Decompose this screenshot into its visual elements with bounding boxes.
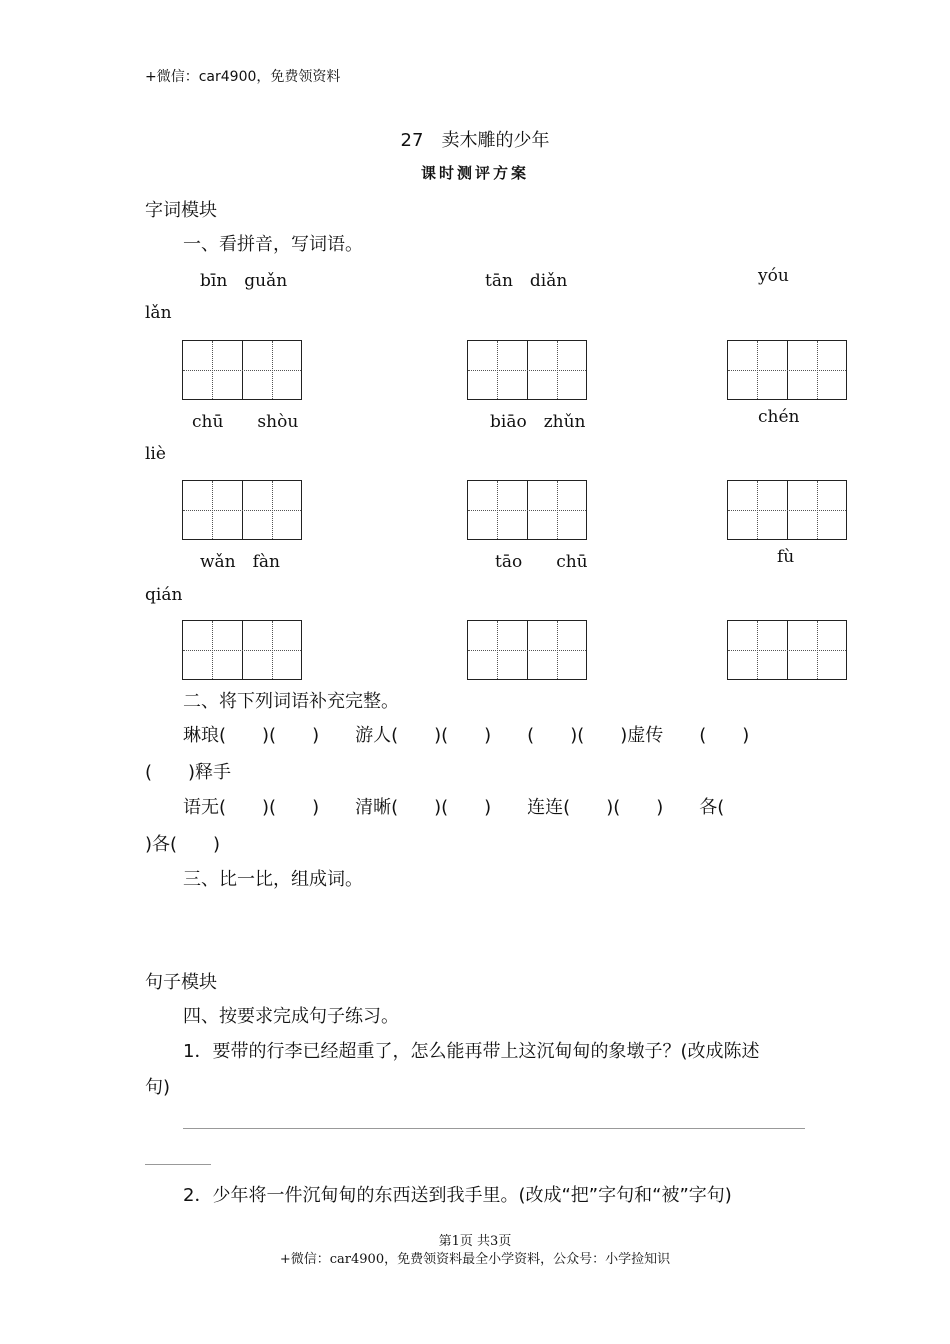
q4-item-1-wrap: 句) — [145, 1077, 171, 1098]
writing-grid[interactable] — [467, 620, 587, 680]
q2-line-2-wrap: )各( ) — [145, 834, 221, 855]
writing-grid[interactable] — [467, 480, 587, 540]
pinyin-3-1: wǎn fàn — [200, 552, 281, 572]
page-number: 第1页 共3页 — [438, 1234, 512, 1249]
writing-grid[interactable] — [467, 340, 587, 400]
pinyin-3-3: fù — [777, 547, 795, 567]
question-3-title: 三、比一比，组成词。 — [183, 869, 363, 890]
answer-line[interactable] — [183, 1128, 805, 1129]
q4-item-1: 1．要带的行李已经超重了，怎么能再带上这沉甸甸的象墩子？(改成陈述 — [183, 1041, 760, 1062]
question-1-title: 一、看拼音，写词语。 — [183, 234, 363, 255]
pinyin-1-wrap: lǎn — [145, 303, 172, 323]
writing-grid[interactable] — [182, 620, 302, 680]
writing-grid[interactable] — [182, 480, 302, 540]
question-4-title: 四、按要求完成句子练习。 — [183, 1006, 399, 1027]
writing-grid[interactable] — [182, 340, 302, 400]
page-subtitle: 课时测评方案 — [420, 164, 529, 182]
pinyin-2-3: chén — [758, 407, 800, 427]
pinyin-2-wrap: liè — [145, 444, 166, 464]
question-2-title: 二、将下列词语补充完整。 — [183, 691, 399, 712]
writing-grid[interactable] — [727, 620, 847, 680]
section-title-words: 字词模块 — [145, 200, 217, 221]
answer-line[interactable] — [145, 1164, 211, 1165]
q2-line-1-wrap: ( )释手 — [145, 762, 232, 783]
pinyin-2-2: biāo zhǔn — [490, 412, 586, 432]
footer-text: +微信：car4900，免费领资料最全小学资料，公众号：小学捡知识 — [279, 1252, 671, 1267]
pinyin-1-2: tān diǎn — [485, 271, 568, 291]
header-text: +微信：car4900，免费领资料 — [145, 69, 341, 85]
pinyin-3-wrap: qián — [145, 585, 183, 605]
q2-line-1: 琳琅( )( ) 游人( )( ) ( )( )虚传 ( ) — [183, 725, 750, 746]
section-title-sentences: 句子模块 — [145, 972, 217, 993]
writing-grid[interactable] — [727, 480, 847, 540]
pinyin-2-1: chū shòu — [192, 412, 299, 432]
pinyin-3-2: tāo chū — [495, 552, 588, 572]
page-title: 27 卖木雕的少年 — [400, 130, 550, 151]
pinyin-1-1: bīn guǎn — [200, 271, 288, 291]
q4-item-2: 2．少年将一件沉甸甸的东西送到我手里。(改成“把”字句和“被”字句) — [183, 1185, 732, 1206]
writing-grid[interactable] — [727, 340, 847, 400]
pinyin-1-3: yóu — [758, 266, 789, 286]
q2-line-2: 语无( )( ) 清晰( )( ) 连连( )( ) 各( — [183, 797, 725, 818]
